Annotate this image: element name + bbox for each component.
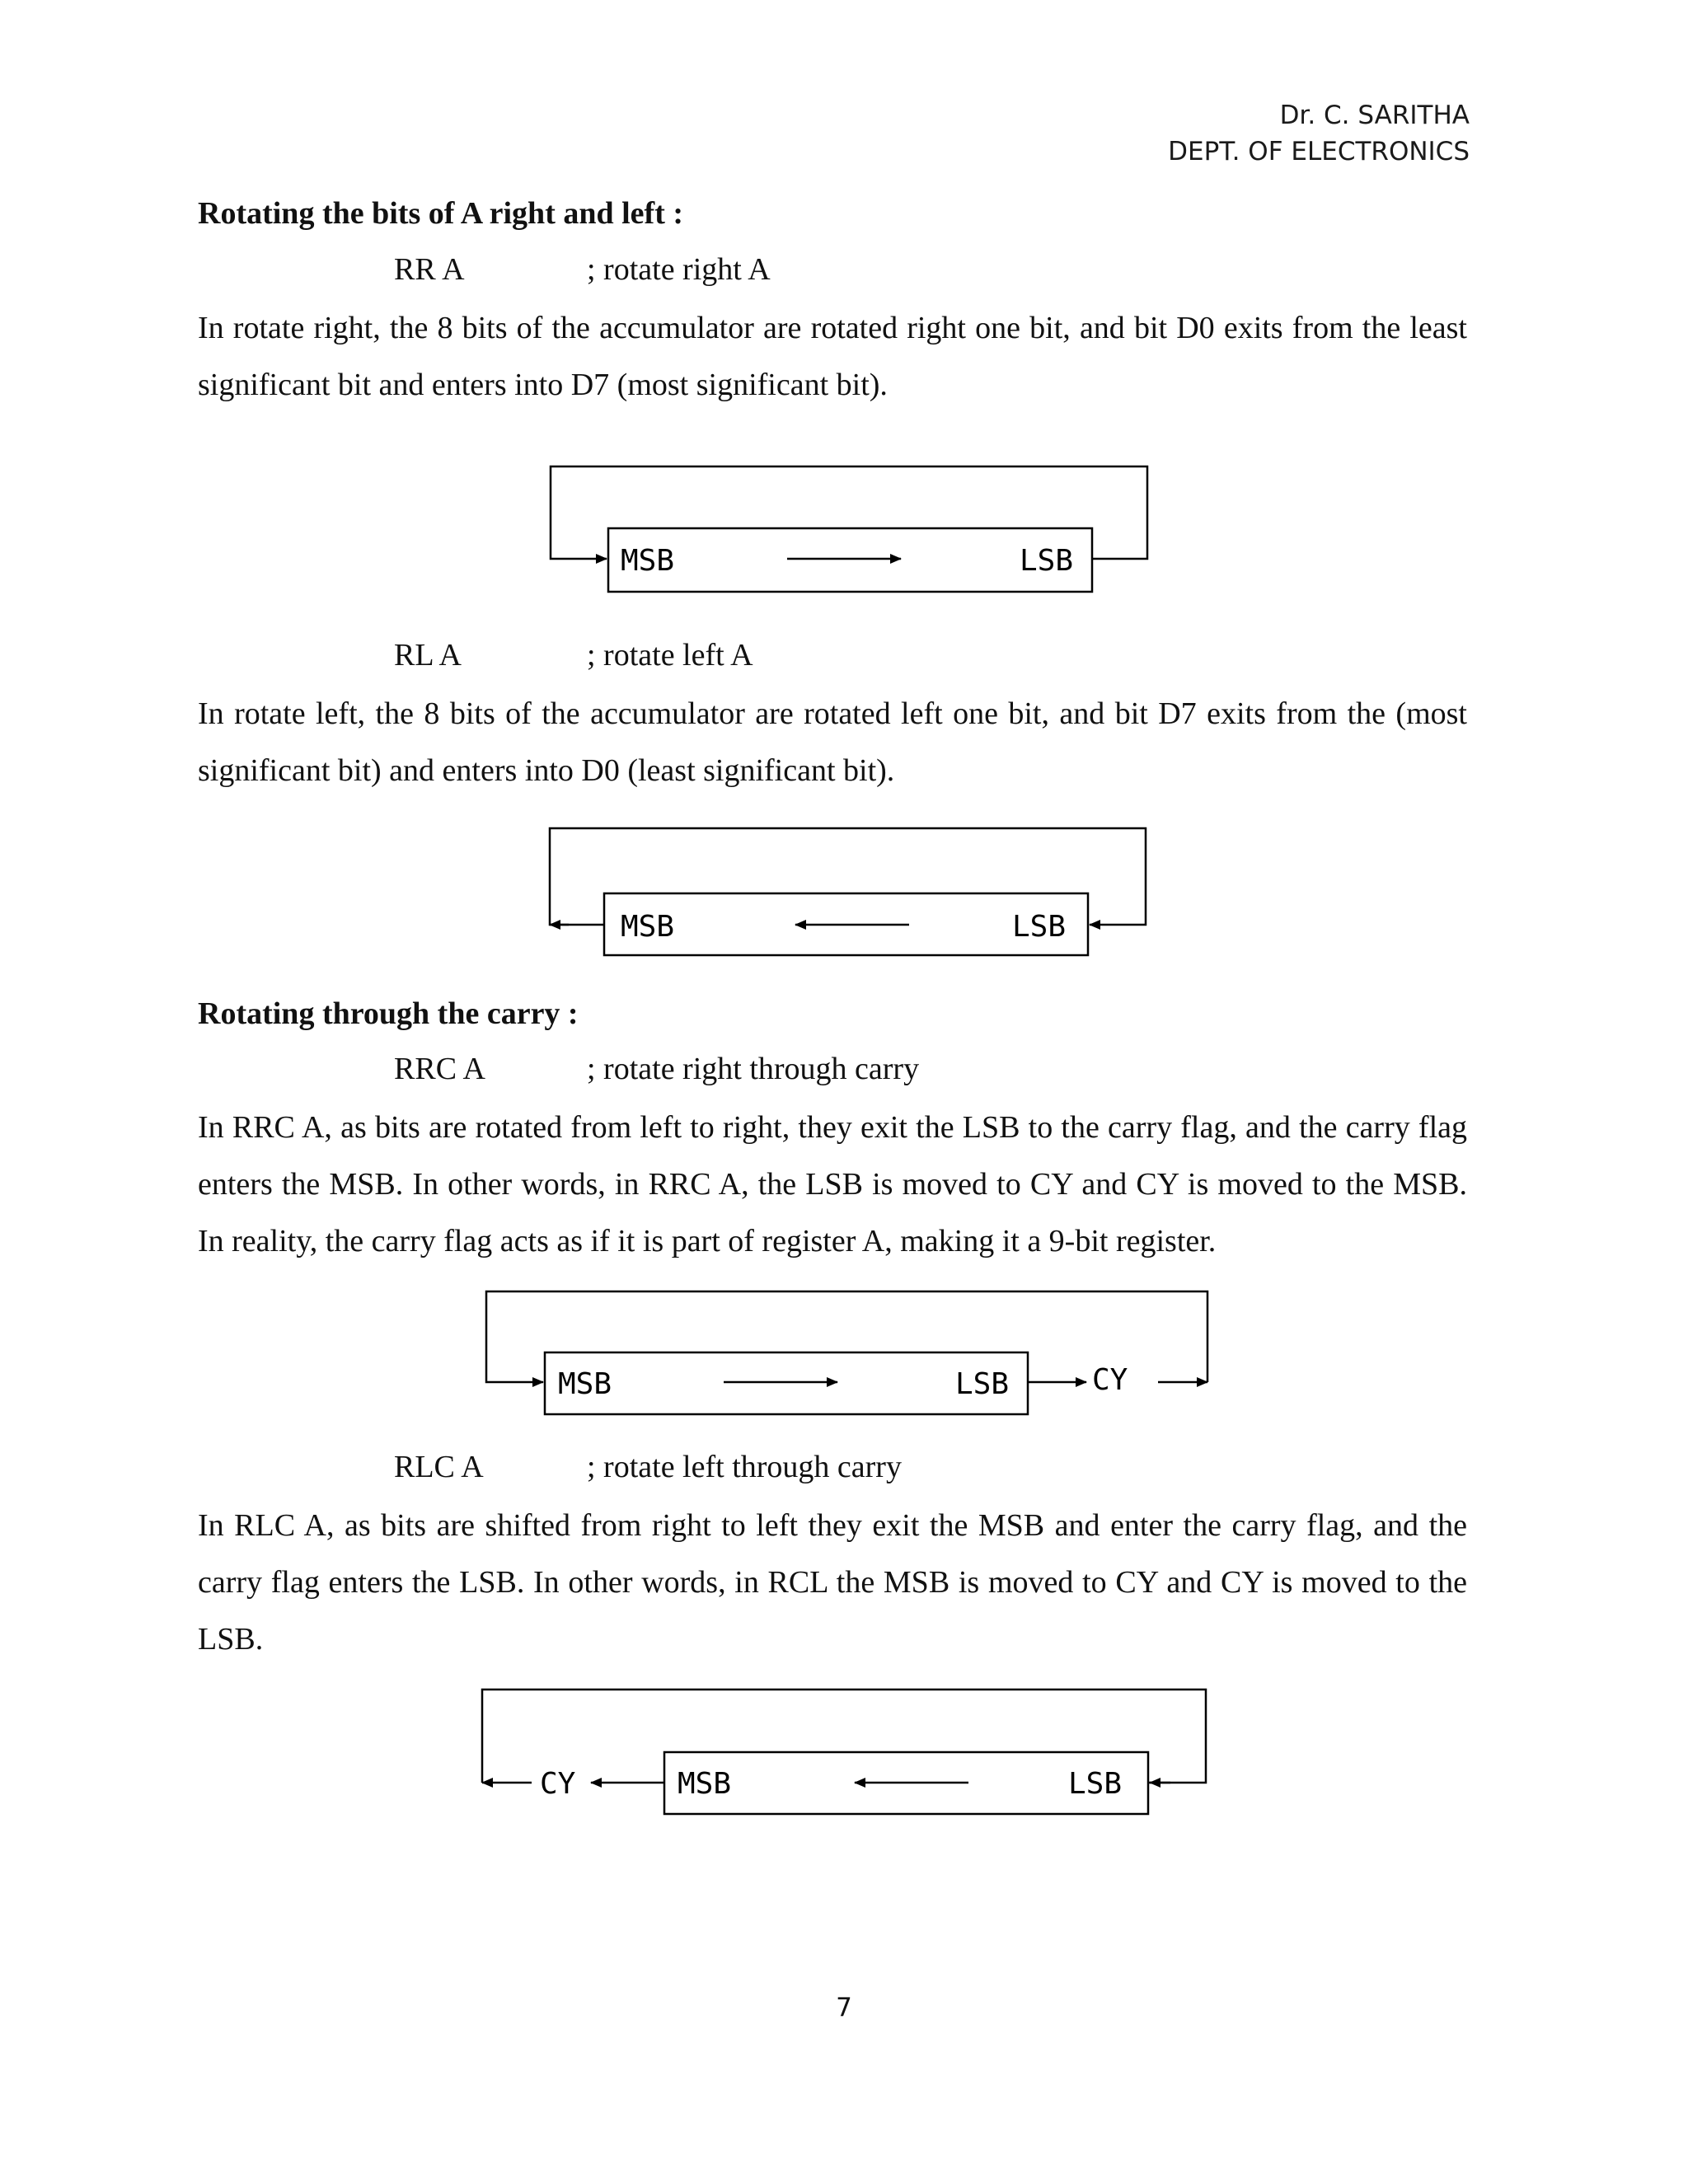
description-rrc: In RRC A, as bits are rotated from left to right, they exit the LSB to the carry flag, and the carry flag enters the MSB. In other words, in RRC A, the LSB is moved to CY and CY is moved to the MSB. In reality, the carry flag acts as if it is part of register A, making it a 9-bit register.: [198, 1110, 1467, 1258]
description-rr: In rotate right, the 8 bits of the accumulator are rotated right one bit, and bit D0 exits from the least significant bit and enters into D7 (most significant bit).: [198, 311, 1467, 402]
cy-label: CY: [1092, 1363, 1128, 1397]
description-rlc: In RLC A, as bits are shifted from right to left they exit the MSB and enter the carry flag, and the carry flag enters the LSB. In other words, in RCL the MSB is moved to CY and CY is moved to the LSB.: [198, 1508, 1467, 1657]
register-box: [608, 528, 1092, 592]
wrap-arrow-in: [550, 828, 1146, 925]
wrap-arrow-in: [482, 1690, 1206, 1783]
register-box: [604, 893, 1088, 955]
comment-rl: ; rotate left A: [587, 638, 753, 673]
comment-rr: ; rotate right A: [587, 252, 771, 287]
lsb-label: LSB: [1020, 544, 1074, 578]
section-heading-carry: Rotating through the carry :: [198, 996, 579, 1031]
instruction-rlc: RLC A: [394, 1450, 484, 1484]
description-rl: In rotate left, the 8 bits of the accumulator are rotated left one bit, and bit D7 exits from the (most significant bit) and enters into D0 (least significant bit).: [198, 696, 1467, 788]
register-box: [545, 1352, 1028, 1414]
msb-label: MSB: [621, 544, 675, 578]
lsb-label: LSB: [1068, 1767, 1123, 1801]
instruction-rrc: RRC A: [394, 1052, 485, 1086]
instruction-rr: RR A: [394, 252, 465, 287]
comment-rrc: ; rotate right through carry: [587, 1052, 920, 1086]
register-box: [664, 1752, 1148, 1814]
instruction-rl: RL A: [394, 638, 462, 673]
lsb-label: LSB: [955, 1367, 1010, 1401]
comment-rlc: ; rotate left through carry: [587, 1450, 902, 1484]
msb-label: MSB: [621, 910, 675, 944]
msb-label: MSB: [558, 1367, 612, 1401]
wrap-arrow: [486, 1291, 1207, 1382]
cy-label: CY: [540, 1767, 576, 1801]
msb-label: MSB: [678, 1767, 732, 1801]
page-header: [1168, 97, 1470, 170]
header-author: Dr. C. SARITHA: [1279, 101, 1470, 130]
lsb-label: LSB: [1012, 910, 1067, 944]
wrap-arrow: [551, 466, 1147, 559]
page-number: 7: [836, 1993, 852, 2022]
section-heading-rotate: Rotating the bits of A right and left :: [198, 196, 683, 231]
header-department: DEPT. OF ELECTRONICS: [1168, 137, 1470, 166]
